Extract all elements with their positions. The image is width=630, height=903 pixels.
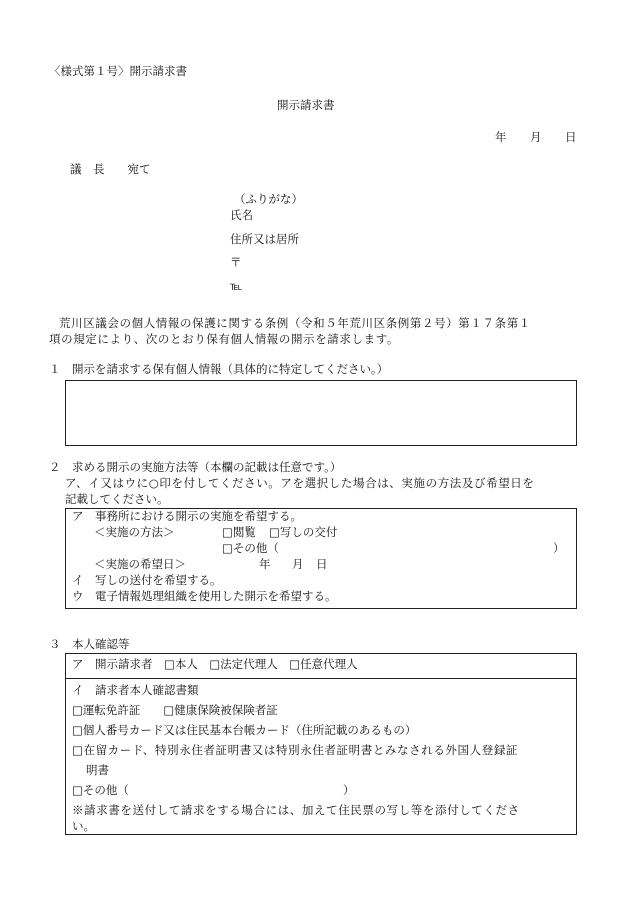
recipient: 議 長 宛て — [70, 162, 151, 176]
section1-input-box[interactable] — [65, 380, 577, 446]
intro-line: 荒川区議会の個人情報の保護に関する条例（令和５年荒川区条例第２号）第１７条第１ — [59, 316, 531, 330]
section2-note: 記載してください。 — [65, 492, 169, 506]
intro-line: 項の規定により、次のとおり保有個人情報の開示を請求します。 — [49, 332, 399, 346]
requester-type-row[interactable]: ア 開示請求者 □本人 □法定代理人 □任意代理人 — [72, 657, 358, 671]
page-title: 開示請求書 — [277, 98, 335, 112]
id-docs-note: ※請求書を送付して請求をする場合には、加えて住民票の写し等を添付してくださ — [72, 803, 520, 817]
name-label: 氏名 — [230, 208, 253, 222]
date-month-label: 月 — [530, 130, 542, 144]
id-docs-option[interactable]: □運転免許証 □健康保険被保険者証 — [72, 703, 278, 717]
method-other-close: ） — [553, 541, 565, 555]
id-docs-option-cont: 明書 — [86, 763, 109, 777]
method-label: ＜実施の方法＞ — [94, 525, 175, 539]
section2-heading: ２ 求める開示の実施方法等（本欄の記載は任意です。） — [49, 460, 342, 474]
method-view-checkbox[interactable]: □閲覧 — [222, 525, 256, 539]
section3-box — [65, 653, 577, 835]
wish-day-label: 日 — [316, 557, 328, 571]
section3-heading: ３ 本人確認等 — [49, 637, 130, 651]
tel-mark: ℡ — [230, 279, 243, 293]
id-docs-other-checkbox[interactable]: □その他（ — [72, 783, 129, 797]
option-u[interactable]: ウ 電子情報処理組織を使用した開示を希望する。 — [72, 589, 337, 603]
wish-year-label: 年 — [259, 557, 271, 571]
id-docs-option[interactable]: □個人番号カード又は住民基本台帳カード（住所記載のあるもの） — [72, 723, 417, 737]
id-docs-heading: イ 請求者本人確認書類 — [72, 683, 199, 697]
address-label: 住所又は居所 — [230, 232, 299, 246]
wish-month-label: 月 — [292, 557, 304, 571]
id-docs-other-close: ） — [343, 783, 355, 797]
section3-divider — [66, 678, 576, 679]
postal-mark: 〒 — [230, 255, 242, 269]
section2-note: ア、イ又はウに○印を付してください。アを選択した場合は、実施の方法及び希望日を — [65, 476, 535, 490]
date-year-label: 年 — [495, 130, 507, 144]
section1-heading: １ 開示を請求する保有個人情報（具体的に特定してください。） — [49, 362, 389, 376]
method-other-checkbox[interactable]: □その他（ — [222, 541, 279, 555]
date-day-label: 日 — [565, 130, 577, 144]
option-i[interactable]: イ 写しの送付を希望する。 — [72, 573, 222, 587]
section2-box — [65, 508, 577, 609]
option-a[interactable]: ア 事務所における開示の実施を希望する。 — [72, 509, 302, 523]
id-docs-note: い。 — [72, 819, 95, 833]
form-label: 〈様式第１号〉開示請求書 — [49, 64, 187, 78]
method-copy-checkbox[interactable]: □写しの交付 — [269, 525, 338, 539]
id-docs-option[interactable]: □在留カード、特別永住者証明書又は特別永住者証明書とみなされる外国人登録証 — [72, 743, 519, 757]
date-wish-label: ＜実施の希望日＞ — [94, 557, 186, 571]
furigana-label: （ふりがな） — [234, 192, 303, 206]
